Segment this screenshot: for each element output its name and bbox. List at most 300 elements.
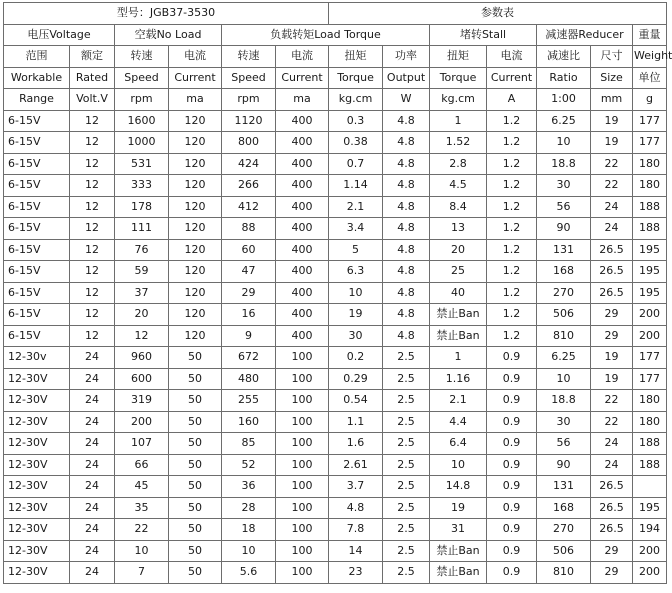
table-row-stall-torque: 19 [430, 497, 487, 519]
table-row-stall-torque: 禁止Ban [430, 540, 487, 562]
table-row [4, 562, 667, 584]
table-row-load-output: 2.5 [383, 454, 430, 476]
table-row-stall-current: 0.9 [487, 390, 537, 412]
table-row-noload-current: 120 [169, 132, 222, 154]
table-row-load-output: 2.5 [383, 368, 430, 390]
table-row-load-output: 4.8 [383, 132, 430, 154]
table-row-load-torque: 23 [329, 562, 383, 584]
table-row-stall-current: 1.2 [487, 282, 537, 304]
table-row-noload-speed: 12 [115, 325, 169, 347]
table-row-stall-current: 1.2 [487, 132, 537, 154]
table-row-weight: 194 [633, 519, 667, 541]
table-row-load-output: 4.8 [383, 196, 430, 218]
model-title: 型号：JGB37-3530 [4, 3, 329, 25]
header-row-ratio: 1:00 [537, 89, 591, 111]
table-row-ratio: 810 [537, 562, 591, 584]
table-row-rated-volt: 24 [70, 368, 115, 390]
table-row-load-output: 2.5 [383, 347, 430, 369]
table-row-size: 26.5 [591, 476, 633, 498]
header-row-load-torque: kg.cm [329, 89, 383, 111]
table-row-noload-speed: 178 [115, 196, 169, 218]
table-row-load-torque: 3.4 [329, 218, 383, 240]
table-row-load-current: 100 [276, 368, 329, 390]
table-row-stall-current: 1.2 [487, 304, 537, 326]
table-row-noload-speed: 10 [115, 540, 169, 562]
table-row-stall-current: 1.2 [487, 153, 537, 175]
table-row-load-output: 2.5 [383, 476, 430, 498]
table-row-noload-current: 50 [169, 454, 222, 476]
table-row-weight: 200 [633, 540, 667, 562]
table-row-rated-volt: 12 [70, 132, 115, 154]
header-row-noload-speed: 转速 [115, 46, 169, 68]
table-row-load-output: 2.5 [383, 519, 430, 541]
table-row-size: 19 [591, 110, 633, 132]
table-row-load-torque: 7.8 [329, 519, 383, 541]
table-row-ratio: 90 [537, 218, 591, 240]
table-row-load-current: 400 [276, 261, 329, 283]
table-row-rated-volt: 12 [70, 218, 115, 240]
table-row [4, 175, 667, 197]
table-row-stall-torque: 40 [430, 282, 487, 304]
table-row-stall-current: 0.9 [487, 562, 537, 584]
table-row-ratio: 10 [537, 132, 591, 154]
group-reducer: 减速器Reducer [537, 24, 633, 46]
table-row-load-torque: 1.6 [329, 433, 383, 455]
header-row-load-speed: Speed [222, 67, 276, 89]
table-row-noload-current: 50 [169, 347, 222, 369]
table-row-noload-speed: 1600 [115, 110, 169, 132]
table-row-size: 26.5 [591, 519, 633, 541]
title-row [4, 3, 667, 25]
table-row-weight: 188 [633, 433, 667, 455]
table-row-noload-speed: 20 [115, 304, 169, 326]
table-row-load-speed: 16 [222, 304, 276, 326]
group-stall: 堵转Stall [430, 24, 537, 46]
table-row-size: 26.5 [591, 497, 633, 519]
table-row-load-current: 100 [276, 540, 329, 562]
table-row-load-torque: 2.1 [329, 196, 383, 218]
table-row-range: 6-15V [4, 153, 70, 175]
table-row-rated-volt: 12 [70, 153, 115, 175]
table-row-load-speed: 412 [222, 196, 276, 218]
table-row-rated-volt: 24 [70, 411, 115, 433]
table-row [4, 196, 667, 218]
table-row-size: 22 [591, 175, 633, 197]
table-row-load-torque: 0.38 [329, 132, 383, 154]
table-row-stall-current: 0.9 [487, 540, 537, 562]
table-row-size: 26.5 [591, 239, 633, 261]
table-row-load-speed: 47 [222, 261, 276, 283]
table-row-load-current: 400 [276, 325, 329, 347]
header-row-stall-current: Current [487, 67, 537, 89]
table-row-rated-volt: 24 [70, 390, 115, 412]
table-row-load-output: 2.5 [383, 411, 430, 433]
table-row-stall-torque: 1.16 [430, 368, 487, 390]
table-row-ratio: 30 [537, 411, 591, 433]
table-row-range: 6-15V [4, 175, 70, 197]
table-row-load-output: 4.8 [383, 175, 430, 197]
table-row-range: 12-30V [4, 540, 70, 562]
table-row-stall-current: 1.2 [487, 196, 537, 218]
table-row-stall-torque: 8.4 [430, 196, 487, 218]
table-row-load-current: 400 [276, 153, 329, 175]
table-row-load-speed: 672 [222, 347, 276, 369]
table-row-stall-torque: 20 [430, 239, 487, 261]
table-row-load-torque: 6.3 [329, 261, 383, 283]
table-row-ratio: 30 [537, 175, 591, 197]
table-row-load-speed: 9 [222, 325, 276, 347]
table-row-stall-torque: 禁止Ban [430, 304, 487, 326]
table-row-noload-current: 120 [169, 153, 222, 175]
table-row-ratio: 506 [537, 540, 591, 562]
table-row-stall-current: 0.9 [487, 497, 537, 519]
header-row-stall-torque: 扭矩 [430, 46, 487, 68]
header-row-noload-speed: Speed [115, 67, 169, 89]
table-row-weight: 200 [633, 304, 667, 326]
table-row-load-current: 400 [276, 132, 329, 154]
table-row-load-speed: 1120 [222, 110, 276, 132]
header-row-load-torque: Torque [329, 67, 383, 89]
table-row-load-output: 2.5 [383, 390, 430, 412]
table-row [4, 454, 667, 476]
table-row-ratio: 56 [537, 433, 591, 455]
table-row-range: 12-30v [4, 347, 70, 369]
table-row [4, 390, 667, 412]
table-row-noload-speed: 35 [115, 497, 169, 519]
table-row [4, 497, 667, 519]
table-row-load-speed: 88 [222, 218, 276, 240]
table-row-load-output: 4.8 [383, 218, 430, 240]
table-row-weight: 180 [633, 411, 667, 433]
table-row [4, 304, 667, 326]
header-row-weight: g [633, 89, 667, 111]
header-row-load-current: 电流 [276, 46, 329, 68]
table-row [4, 132, 667, 154]
table-row-weight [633, 476, 667, 498]
header-row-rated-volt: Rated [70, 67, 115, 89]
header-row-load-current: ma [276, 89, 329, 111]
table-row-size: 19 [591, 132, 633, 154]
table-row-noload-current: 50 [169, 497, 222, 519]
table-row-load-torque: 0.54 [329, 390, 383, 412]
table-row-load-torque: 0.29 [329, 368, 383, 390]
table-row-stall-current: 1.2 [487, 325, 537, 347]
table-row-size: 24 [591, 218, 633, 240]
header-row-load-current: Current [276, 67, 329, 89]
table-row-noload-speed: 319 [115, 390, 169, 412]
header-row-noload-current: 电流 [169, 46, 222, 68]
table-row-load-current: 100 [276, 562, 329, 584]
table-row-stall-current: 0.9 [487, 454, 537, 476]
group-no-load: 空载No Load [115, 24, 222, 46]
table-row-noload-speed: 200 [115, 411, 169, 433]
table-row-weight: 188 [633, 218, 667, 240]
table-row-load-current: 100 [276, 433, 329, 455]
table-row-size: 29 [591, 562, 633, 584]
header-row-range: Workable [4, 67, 70, 89]
table-row-load-output: 2.5 [383, 562, 430, 584]
table-row-weight: 180 [633, 390, 667, 412]
table-row-stall-torque: 10 [430, 454, 487, 476]
table-row-noload-speed: 531 [115, 153, 169, 175]
group-load-torque: 负载转矩Load Torque [222, 24, 430, 46]
table-row-weight: 188 [633, 454, 667, 476]
table-row [4, 218, 667, 240]
table-row-ratio: 18.8 [537, 390, 591, 412]
header-row [4, 46, 667, 68]
table-row [4, 347, 667, 369]
table-row-range: 12-30V [4, 497, 70, 519]
table-row-noload-speed: 600 [115, 368, 169, 390]
table-row-load-speed: 85 [222, 433, 276, 455]
table-row-load-current: 100 [276, 347, 329, 369]
table-row-load-torque: 1.1 [329, 411, 383, 433]
table-row-weight: 180 [633, 153, 667, 175]
table-row-range: 6-15V [4, 282, 70, 304]
table-row-size: 19 [591, 368, 633, 390]
table-row-load-output: 4.8 [383, 261, 430, 283]
table-row [4, 110, 667, 132]
table-row-load-speed: 480 [222, 368, 276, 390]
table-row-stall-torque: 31 [430, 519, 487, 541]
table-row-stall-current: 1.2 [487, 261, 537, 283]
table-row [4, 239, 667, 261]
header-row-stall-current: 电流 [487, 46, 537, 68]
table-row-stall-torque: 1.52 [430, 132, 487, 154]
table-row-rated-volt: 12 [70, 282, 115, 304]
table-row-noload-speed: 76 [115, 239, 169, 261]
table-row-stall-torque: 禁止Ban [430, 562, 487, 584]
table-row-range: 12-30V [4, 390, 70, 412]
table-row-load-output: 4.8 [383, 325, 430, 347]
table-row-load-torque: 0.2 [329, 347, 383, 369]
table-row-stall-current: 0.9 [487, 519, 537, 541]
table-row-noload-current: 120 [169, 110, 222, 132]
table-row-size: 29 [591, 325, 633, 347]
table-row-weight: 188 [633, 196, 667, 218]
table-row-stall-torque: 13 [430, 218, 487, 240]
table-row-stall-torque: 2.8 [430, 153, 487, 175]
table-row-stall-current: 0.9 [487, 347, 537, 369]
table-row-noload-speed: 111 [115, 218, 169, 240]
header-row-rated-volt: Volt.V [70, 89, 115, 111]
header-row-load-output: 功率 [383, 46, 430, 68]
group-voltage: 电压Voltage [4, 24, 115, 46]
header-row-noload-current: ma [169, 89, 222, 111]
table-row-weight: 195 [633, 497, 667, 519]
table-row-range: 6-15V [4, 325, 70, 347]
table-row-ratio: 56 [537, 196, 591, 218]
table-row-rated-volt: 24 [70, 562, 115, 584]
table-row-size: 24 [591, 196, 633, 218]
table-row-ratio: 270 [537, 282, 591, 304]
header-row-size: mm [591, 89, 633, 111]
table-row-load-output: 2.5 [383, 433, 430, 455]
table-row-noload-current: 120 [169, 175, 222, 197]
table-row-load-current: 100 [276, 454, 329, 476]
header-row-load-speed: 转速 [222, 46, 276, 68]
table-row-range: 6-15V [4, 304, 70, 326]
table-row-load-torque: 10 [329, 282, 383, 304]
table-row-load-output: 2.5 [383, 497, 430, 519]
table-row-load-torque: 5 [329, 239, 383, 261]
table-row-load-speed: 800 [222, 132, 276, 154]
table-row-noload-current: 120 [169, 304, 222, 326]
table-row-size: 19 [591, 347, 633, 369]
table-row-weight: 177 [633, 110, 667, 132]
table-row-noload-current: 120 [169, 239, 222, 261]
table-row-noload-speed: 1000 [115, 132, 169, 154]
table-row-noload-speed: 960 [115, 347, 169, 369]
table-row-stall-torque: 1 [430, 110, 487, 132]
table-row-stall-current: 1.2 [487, 218, 537, 240]
table-row-noload-current: 50 [169, 562, 222, 584]
table-row [4, 153, 667, 175]
table-row-stall-torque: 禁止Ban [430, 325, 487, 347]
header-rows [4, 46, 672, 111]
table-row-load-current: 400 [276, 196, 329, 218]
table-row-rated-volt: 12 [70, 261, 115, 283]
table-row-rated-volt: 12 [70, 304, 115, 326]
table-row-load-output: 4.8 [383, 110, 430, 132]
table-row-noload-speed: 45 [115, 476, 169, 498]
table-row-ratio: 90 [537, 454, 591, 476]
table-row [4, 282, 667, 304]
table-row-load-current: 400 [276, 175, 329, 197]
table-row-load-speed: 18 [222, 519, 276, 541]
header-row-stall-torque: kg.cm [430, 89, 487, 111]
header-row-weight: Weight [633, 46, 667, 68]
table-row-noload-speed: 333 [115, 175, 169, 197]
table-row-noload-speed: 37 [115, 282, 169, 304]
table-row-weight: 195 [633, 282, 667, 304]
table-row-noload-speed: 7 [115, 562, 169, 584]
table-row-range: 6-15V [4, 218, 70, 240]
table-row-rated-volt: 24 [70, 540, 115, 562]
table-row-stall-torque: 2.1 [430, 390, 487, 412]
table-row-load-speed: 29 [222, 282, 276, 304]
table-row-load-speed: 160 [222, 411, 276, 433]
table-row-noload-current: 50 [169, 540, 222, 562]
table-row-range: 12-30V [4, 454, 70, 476]
table-row-range: 12-30V [4, 562, 70, 584]
header-row-size: 尺寸 [591, 46, 633, 68]
table-row-load-speed: 28 [222, 497, 276, 519]
table-row-load-output: 4.8 [383, 153, 430, 175]
table-row-load-speed: 10 [222, 540, 276, 562]
table-row-weight: 200 [633, 325, 667, 347]
table-row-load-speed: 5.6 [222, 562, 276, 584]
table-row-noload-current: 50 [169, 390, 222, 412]
table-row-ratio: 6.25 [537, 347, 591, 369]
data-rows [4, 110, 667, 583]
table-row-ratio: 131 [537, 239, 591, 261]
table-row [4, 433, 667, 455]
table-row-range: 12-30V [4, 411, 70, 433]
table-row-load-current: 400 [276, 218, 329, 240]
table-row-range: 12-30V [4, 433, 70, 455]
header-row-load-torque: 扭矩 [329, 46, 383, 68]
table-row-stall-current: 0.9 [487, 368, 537, 390]
table-row-load-torque: 0.3 [329, 110, 383, 132]
spec-table [3, 2, 672, 584]
table-row-load-current: 400 [276, 282, 329, 304]
table-row-stall-torque: 6.4 [430, 433, 487, 455]
header-row-range: 范围 [4, 46, 70, 68]
table-row-stall-current: 1.2 [487, 110, 537, 132]
table-row-load-torque: 19 [329, 304, 383, 326]
table-row-ratio: 810 [537, 325, 591, 347]
table-row-size: 22 [591, 411, 633, 433]
table-row-range: 12-30V [4, 519, 70, 541]
header-row-size: Size [591, 67, 633, 89]
table-row-load-current: 400 [276, 304, 329, 326]
table-row-range: 6-15V [4, 239, 70, 261]
header-row-ratio: Ratio [537, 67, 591, 89]
table-row-load-current: 400 [276, 239, 329, 261]
table-row-rated-volt: 24 [70, 347, 115, 369]
table-row-rated-volt: 12 [70, 196, 115, 218]
table-row-stall-torque: 4.4 [430, 411, 487, 433]
table-row-load-current: 100 [276, 411, 329, 433]
table-row-noload-current: 120 [169, 282, 222, 304]
table-row-size: 26.5 [591, 282, 633, 304]
table-row-noload-speed: 107 [115, 433, 169, 455]
table-row-range: 6-15V [4, 261, 70, 283]
table-row-rated-volt: 24 [70, 433, 115, 455]
table-row-noload-speed: 22 [115, 519, 169, 541]
header-row-range: Range [4, 89, 70, 111]
table-row-stall-torque: 1 [430, 347, 487, 369]
table-row-stall-current: 1.2 [487, 175, 537, 197]
table-row-load-output: 2.5 [383, 540, 430, 562]
table-row-load-torque: 3.7 [329, 476, 383, 498]
table-row-ratio: 10 [537, 368, 591, 390]
table-row-load-current: 100 [276, 497, 329, 519]
table-row-weight: 195 [633, 239, 667, 261]
table-row-range: 6-15V [4, 132, 70, 154]
table-row-noload-speed: 66 [115, 454, 169, 476]
table-row [4, 325, 667, 347]
table-row [4, 476, 667, 498]
table-row-stall-torque: 14.8 [430, 476, 487, 498]
table-row-ratio: 168 [537, 497, 591, 519]
table-row-rated-volt: 12 [70, 325, 115, 347]
table-row-load-speed: 255 [222, 390, 276, 412]
table-row-size: 24 [591, 454, 633, 476]
table-row-rated-volt: 24 [70, 519, 115, 541]
table-row-ratio: 131 [537, 476, 591, 498]
table-row-noload-current: 50 [169, 368, 222, 390]
table-row-noload-current: 50 [169, 411, 222, 433]
table-row-weight: 195 [633, 261, 667, 283]
table-row-load-speed: 52 [222, 454, 276, 476]
table-row-load-torque: 14 [329, 540, 383, 562]
table-row-size: 26.5 [591, 261, 633, 283]
table-row-load-current: 100 [276, 476, 329, 498]
table-row-ratio: 506 [537, 304, 591, 326]
table-row-range: 6-15V [4, 110, 70, 132]
table-row-load-torque: 30 [329, 325, 383, 347]
table-row-size: 22 [591, 390, 633, 412]
table-row-load-speed: 266 [222, 175, 276, 197]
table-row-range: 12-30V [4, 476, 70, 498]
table-row-load-output: 4.8 [383, 239, 430, 261]
header-row-noload-current: Current [169, 67, 222, 89]
table-row-rated-volt: 12 [70, 239, 115, 261]
table-row-ratio: 168 [537, 261, 591, 283]
table-row-ratio: 18.8 [537, 153, 591, 175]
